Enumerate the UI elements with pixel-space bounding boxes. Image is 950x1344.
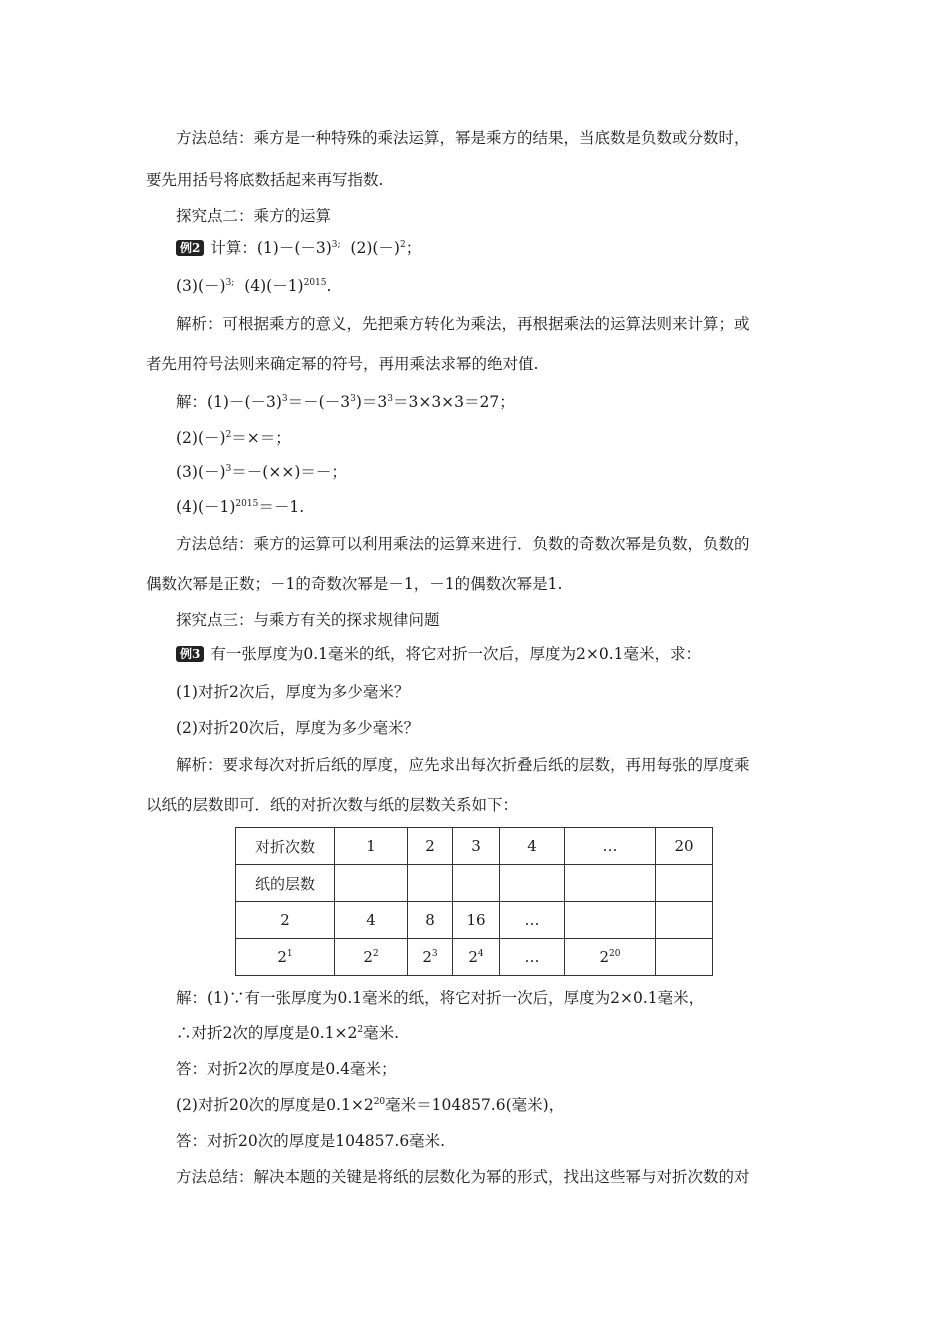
answer-3-1 [176,1059,397,1079]
superscript: 3; [225,278,235,288]
text-line: 方法总结：解决本题的关键是将纸的层数化为幂的形式，找出这些幂与对折次数的对 [176,1168,750,1186]
superscript: 2 [225,430,232,440]
superscript: 2015 [235,499,259,509]
example-badge: 例2 [176,240,204,256]
method-summary-2 [176,534,750,554]
superscript: 3; [331,240,341,250]
superscript: 20 [609,949,621,959]
superscript: 3 [350,394,356,404]
table-row [236,828,713,865]
text-line: 以纸的层数即可．纸的对折次数与纸的层数关系如下： [146,796,519,814]
power-base: 2 [363,948,373,966]
text-span: ； [405,239,422,257]
text-span: 解：(1)－(－3) [176,393,282,411]
superscript: 2 [399,240,406,250]
text-span: . [326,277,332,295]
text-span: 毫米＝104857.6(毫米)， [385,1096,565,1114]
text-span: 有一张厚度为0.1毫米的纸，将它对折一次后，厚度为2×0.1毫米，求： [210,645,702,663]
method-summary-1-cont [146,170,383,190]
table-cell [656,865,713,902]
example-badge: 例3 [176,646,204,662]
table-cell: 对折次数 [236,828,335,865]
solution-2-2 [176,428,291,448]
text-line: (2)对折20次后，厚度为多少毫米？ [176,719,420,737]
table-cell: … [500,902,565,939]
superscript: 3 [225,464,232,474]
table-cell [408,865,453,902]
table-cell [453,865,500,902]
text-span: (2)对折20次的厚度是0.1×2 [176,1096,374,1114]
power-base: 2 [422,948,432,966]
text-span: (4)(－1) [244,277,304,295]
text-span: 计算：(1)－(－3) [210,239,332,257]
table-cell: 3 [453,828,500,865]
text-line: 解析：可根据乘方的意义，先把乘方转化为乘法，再根据乘法的运算法则来计算；或 [176,315,750,333]
table-cell: 4 [335,902,408,939]
table-cell: 16 [453,902,500,939]
table-cell [656,902,713,939]
text-span: ＝3×3×3＝27； [392,393,515,411]
table-cell [236,939,335,976]
table-cell [453,939,500,976]
superscript: 2 [372,949,379,959]
power-base: 2 [599,948,610,966]
power-base: 2 [277,948,287,966]
solution-2-3 [176,462,347,482]
text-line: 答：对折20次的厚度是104857.6毫米. [176,1132,446,1150]
answer-3-2 [176,1131,445,1151]
table-cell: 2 [236,902,335,939]
text-line: 答：对折2次的厚度是0.4毫米； [176,1060,397,1078]
table-cell [565,902,656,939]
superscript: 3 [387,394,393,404]
text-span: ＝－1. [258,498,305,516]
table-cell: 4 [500,828,565,865]
text-span: (3)(－) [176,463,226,481]
text-span: (3)(－) [176,277,226,295]
analysis-2-cont [146,354,538,374]
table-cell [565,865,656,902]
text-span: 毫米. [363,1024,400,1042]
table-cell [656,939,713,976]
section-heading-2 [176,206,331,226]
table-cell: 20 [656,828,713,865]
text-line: 方法总结：乘方的运算可以利用乘法的运算来进行．负数的奇数次幂是负数，负数的 [176,535,750,553]
text-line: 偶数次幂是正数；－1的奇数次幂是－1，－1的偶数次幂是1. [146,575,563,593]
text-line: 解：(1)∵有一张厚度为0.1毫米的纸，将它对折一次后，厚度为2×0.1毫米， [176,989,705,1007]
example-3-q1 [176,682,409,702]
text-line: 探究点二：乘方的运算 [176,207,332,225]
table-row [236,939,713,976]
text-line: 探究点三：与乘方有关的探求规律问题 [176,611,440,629]
example-3-prompt [176,644,701,664]
text-span: )＝3 [355,393,388,411]
solution-2-4 [176,497,304,517]
example-3-q2 [176,718,419,738]
table-cell: 1 [335,828,408,865]
superscript: 2 [357,1025,364,1035]
solution-2-1 [176,392,515,412]
superscript: 3 [431,949,438,959]
solution-3-1 [176,988,704,1008]
table-cell: … [565,828,656,865]
text-span: ＝×＝； [231,429,291,447]
table-cell [335,939,408,976]
method-summary-3 [176,1167,750,1187]
analysis-3 [176,755,750,775]
table-cell [408,939,453,976]
text-line: 要先用括号将底数括起来再写指数. [146,171,384,189]
table-cell: 8 [408,902,453,939]
text-span: (2)(－) [176,429,226,447]
solution-3-3 [176,1095,564,1115]
text-span: ＝－(××)＝－； [231,463,347,481]
table-cell: … [500,939,565,976]
table-row [236,865,713,902]
analysis-2 [176,314,750,334]
fold-table [235,827,713,976]
method-summary-1 [176,128,750,148]
superscript: 3 [281,394,288,404]
superscript: 1 [286,949,293,959]
section-heading-3 [176,610,440,630]
table-cell [565,939,656,976]
method-summary-2-cont [146,574,562,594]
superscript: 2015 [303,278,327,288]
superscript: 4 [477,949,484,959]
text-line: 者先用符号法则来确定幂的符号，再用乘法求幂的绝对值. [146,355,539,373]
table-cell: 纸的层数 [236,865,335,902]
table-cell: 2 [408,828,453,865]
table-cell [500,865,565,902]
table-cell [335,865,408,902]
text-span: ＝－(－3 [287,393,351,411]
example-2-prompt [176,238,421,258]
solution-3-2 [176,1023,399,1043]
text-line: (1)对折2次后，厚度为多少毫米？ [176,683,410,701]
analysis-3-cont [146,795,518,815]
text-span: (4)(－1) [176,498,236,516]
text-span: (2)(－) [350,239,400,257]
superscript: 20 [373,1097,386,1107]
table-row [236,902,713,939]
example-2-prompt-cont [176,276,331,296]
text-line: 解析：要求每次对折后纸的厚度，应先求出每次折叠后纸的层数，再用每张的厚度乘 [176,756,750,774]
text-span: ∴对折2次的厚度是0.1×2 [176,1024,358,1042]
text-line: 方法总结：乘方是一种特殊的乘法运算，幂是乘方的结果，当底数是负数或分数时， [176,129,750,147]
power-base: 2 [468,948,478,966]
